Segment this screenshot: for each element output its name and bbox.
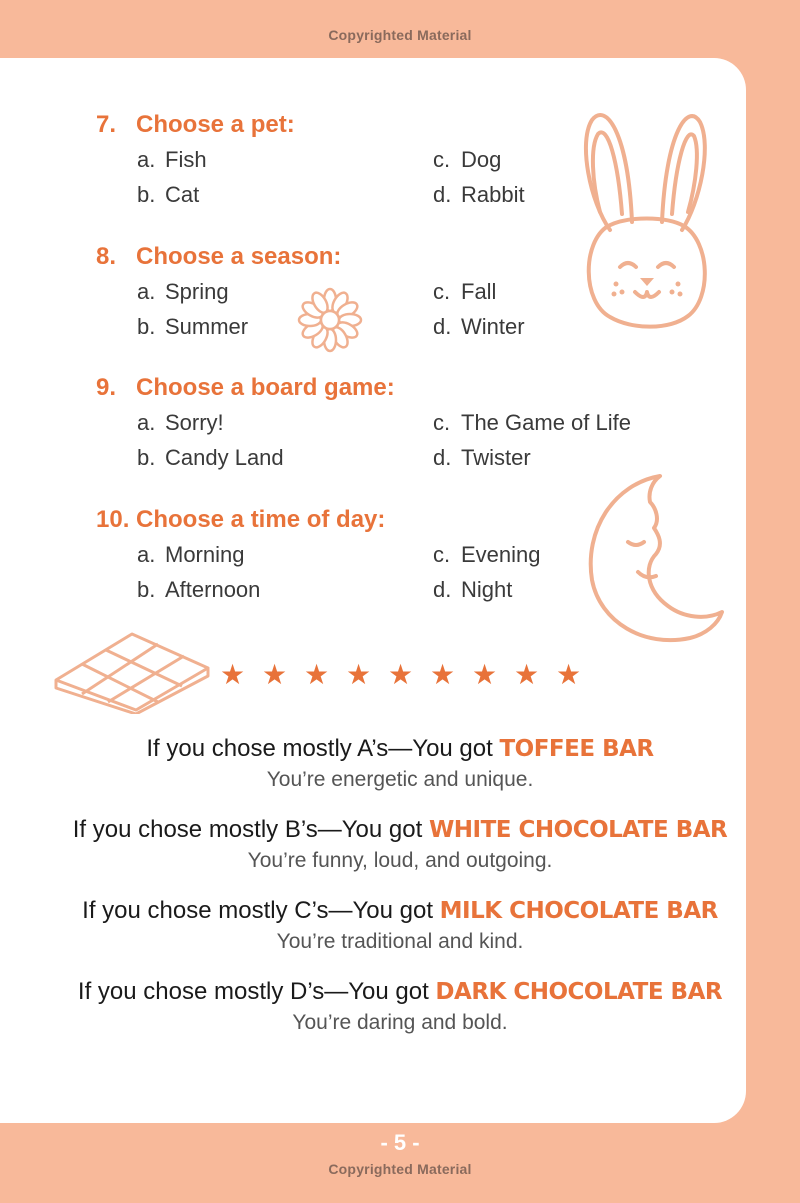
question-9 — [96, 373, 736, 480]
option-letter: b. — [137, 314, 156, 339]
result-prefix: If you chose mostly C’s—You got — [82, 897, 440, 924]
rabbit-icon — [570, 102, 720, 332]
star-icon: ★ — [304, 659, 330, 690]
option-letter: a. — [137, 279, 156, 304]
star-icon: ★ — [262, 659, 288, 690]
star-icon: ★ — [220, 659, 246, 690]
option-letter: d. — [433, 314, 452, 339]
option-b — [137, 312, 248, 342]
option-letter: b. — [137, 445, 156, 470]
question-text: Choose a season: — [136, 243, 342, 270]
result-description: You’re funny, loud, and outgoing. — [247, 849, 553, 872]
result-d — [0, 975, 800, 1037]
option-d — [433, 443, 531, 473]
option-text: Fall — [461, 279, 497, 304]
question-number: 10. — [96, 506, 130, 533]
option-letter: b. — [137, 182, 156, 207]
moon-icon — [584, 470, 726, 646]
option-text: Winter — [461, 314, 525, 339]
option-letter: c. — [433, 542, 451, 567]
option-c — [433, 277, 496, 307]
option-letter: d. — [433, 577, 452, 602]
star-icon: ★ — [388, 659, 414, 690]
option-text: Evening — [461, 542, 541, 567]
option-text: Sorry! — [165, 410, 224, 435]
option-text: Cat — [165, 182, 200, 207]
option-text: Night — [461, 577, 513, 602]
option-text: Afternoon — [165, 577, 261, 602]
option-text: Spring — [165, 279, 229, 304]
option-a — [137, 408, 224, 438]
result-line — [0, 975, 800, 1009]
question-title — [96, 373, 736, 403]
option-text: Dog — [461, 147, 502, 172]
option-b — [137, 575, 260, 605]
result-c — [0, 894, 800, 956]
option-text: Candy Land — [165, 445, 284, 470]
question-text: Choose a pet: — [136, 111, 295, 138]
chocolate-bar-icon — [52, 628, 214, 714]
result-b — [0, 813, 800, 875]
result-description: You’re energetic and unique. — [266, 768, 534, 791]
option-text: Morning — [165, 542, 245, 567]
star-icon: ★ — [430, 659, 456, 690]
option-letter: c. — [433, 410, 451, 435]
option-b — [137, 443, 284, 473]
copyright-header: Copyrighted Material — [328, 27, 472, 43]
option-text: Twister — [461, 445, 531, 470]
result-prefix: If you chose mostly D’s—You got — [77, 978, 436, 1005]
result-line — [0, 813, 800, 847]
flower-icon — [296, 286, 364, 354]
page-number: - 5 - — [380, 1130, 420, 1155]
result-bar-name: DARK CHOCOLATE BAR — [435, 979, 723, 1005]
option-a — [137, 540, 244, 570]
option-letter: c. — [433, 147, 451, 172]
star-divider — [220, 660, 600, 690]
option-d — [433, 575, 512, 605]
question-text: Choose a board game: — [136, 374, 395, 401]
option-c — [433, 540, 541, 570]
option-letter: b. — [137, 577, 156, 602]
star-icon: ★ — [346, 659, 372, 690]
option-a — [137, 145, 207, 175]
option-d — [433, 312, 525, 342]
star-icon: ★ — [514, 659, 540, 690]
question-number: 7. — [96, 111, 117, 138]
result-prefix: If you chose mostly B’s—You got — [72, 816, 429, 843]
option-letter: a. — [137, 147, 156, 172]
option-b — [137, 180, 199, 210]
result-line — [0, 894, 800, 928]
question-number: 8. — [96, 243, 117, 270]
result-description: You’re daring and bold. — [292, 1011, 508, 1034]
option-c — [433, 408, 631, 438]
result-bar-name: WHITE CHOCOLATE BAR — [428, 817, 728, 843]
question-number: 9. — [96, 374, 117, 401]
option-letter: a. — [137, 542, 156, 567]
option-letter: d. — [433, 182, 452, 207]
option-text: Fish — [165, 147, 207, 172]
option-c — [433, 145, 501, 175]
option-a — [137, 277, 229, 307]
option-letter: c. — [433, 279, 451, 304]
result-a — [0, 732, 800, 794]
star-icon: ★ — [472, 659, 498, 690]
option-text: Rabbit — [461, 182, 525, 207]
results-section — [0, 732, 800, 1056]
result-bar-name: MILK CHOCOLATE BAR — [439, 898, 718, 924]
option-text: The Game of Life — [461, 410, 631, 435]
option-letter: d. — [433, 445, 452, 470]
star-icon: ★ — [556, 659, 582, 690]
result-bar-name: TOFFEE BAR — [499, 736, 654, 762]
option-d — [433, 180, 525, 210]
copyright-footer: Copyrighted Material — [328, 1161, 472, 1177]
question-text: Choose a time of day: — [136, 506, 386, 533]
result-line — [0, 732, 800, 766]
option-letter: a. — [137, 410, 156, 435]
result-description: You’re traditional and kind. — [276, 930, 524, 953]
option-text: Summer — [165, 314, 249, 339]
result-prefix: If you chose mostly A’s—You got — [146, 735, 500, 762]
